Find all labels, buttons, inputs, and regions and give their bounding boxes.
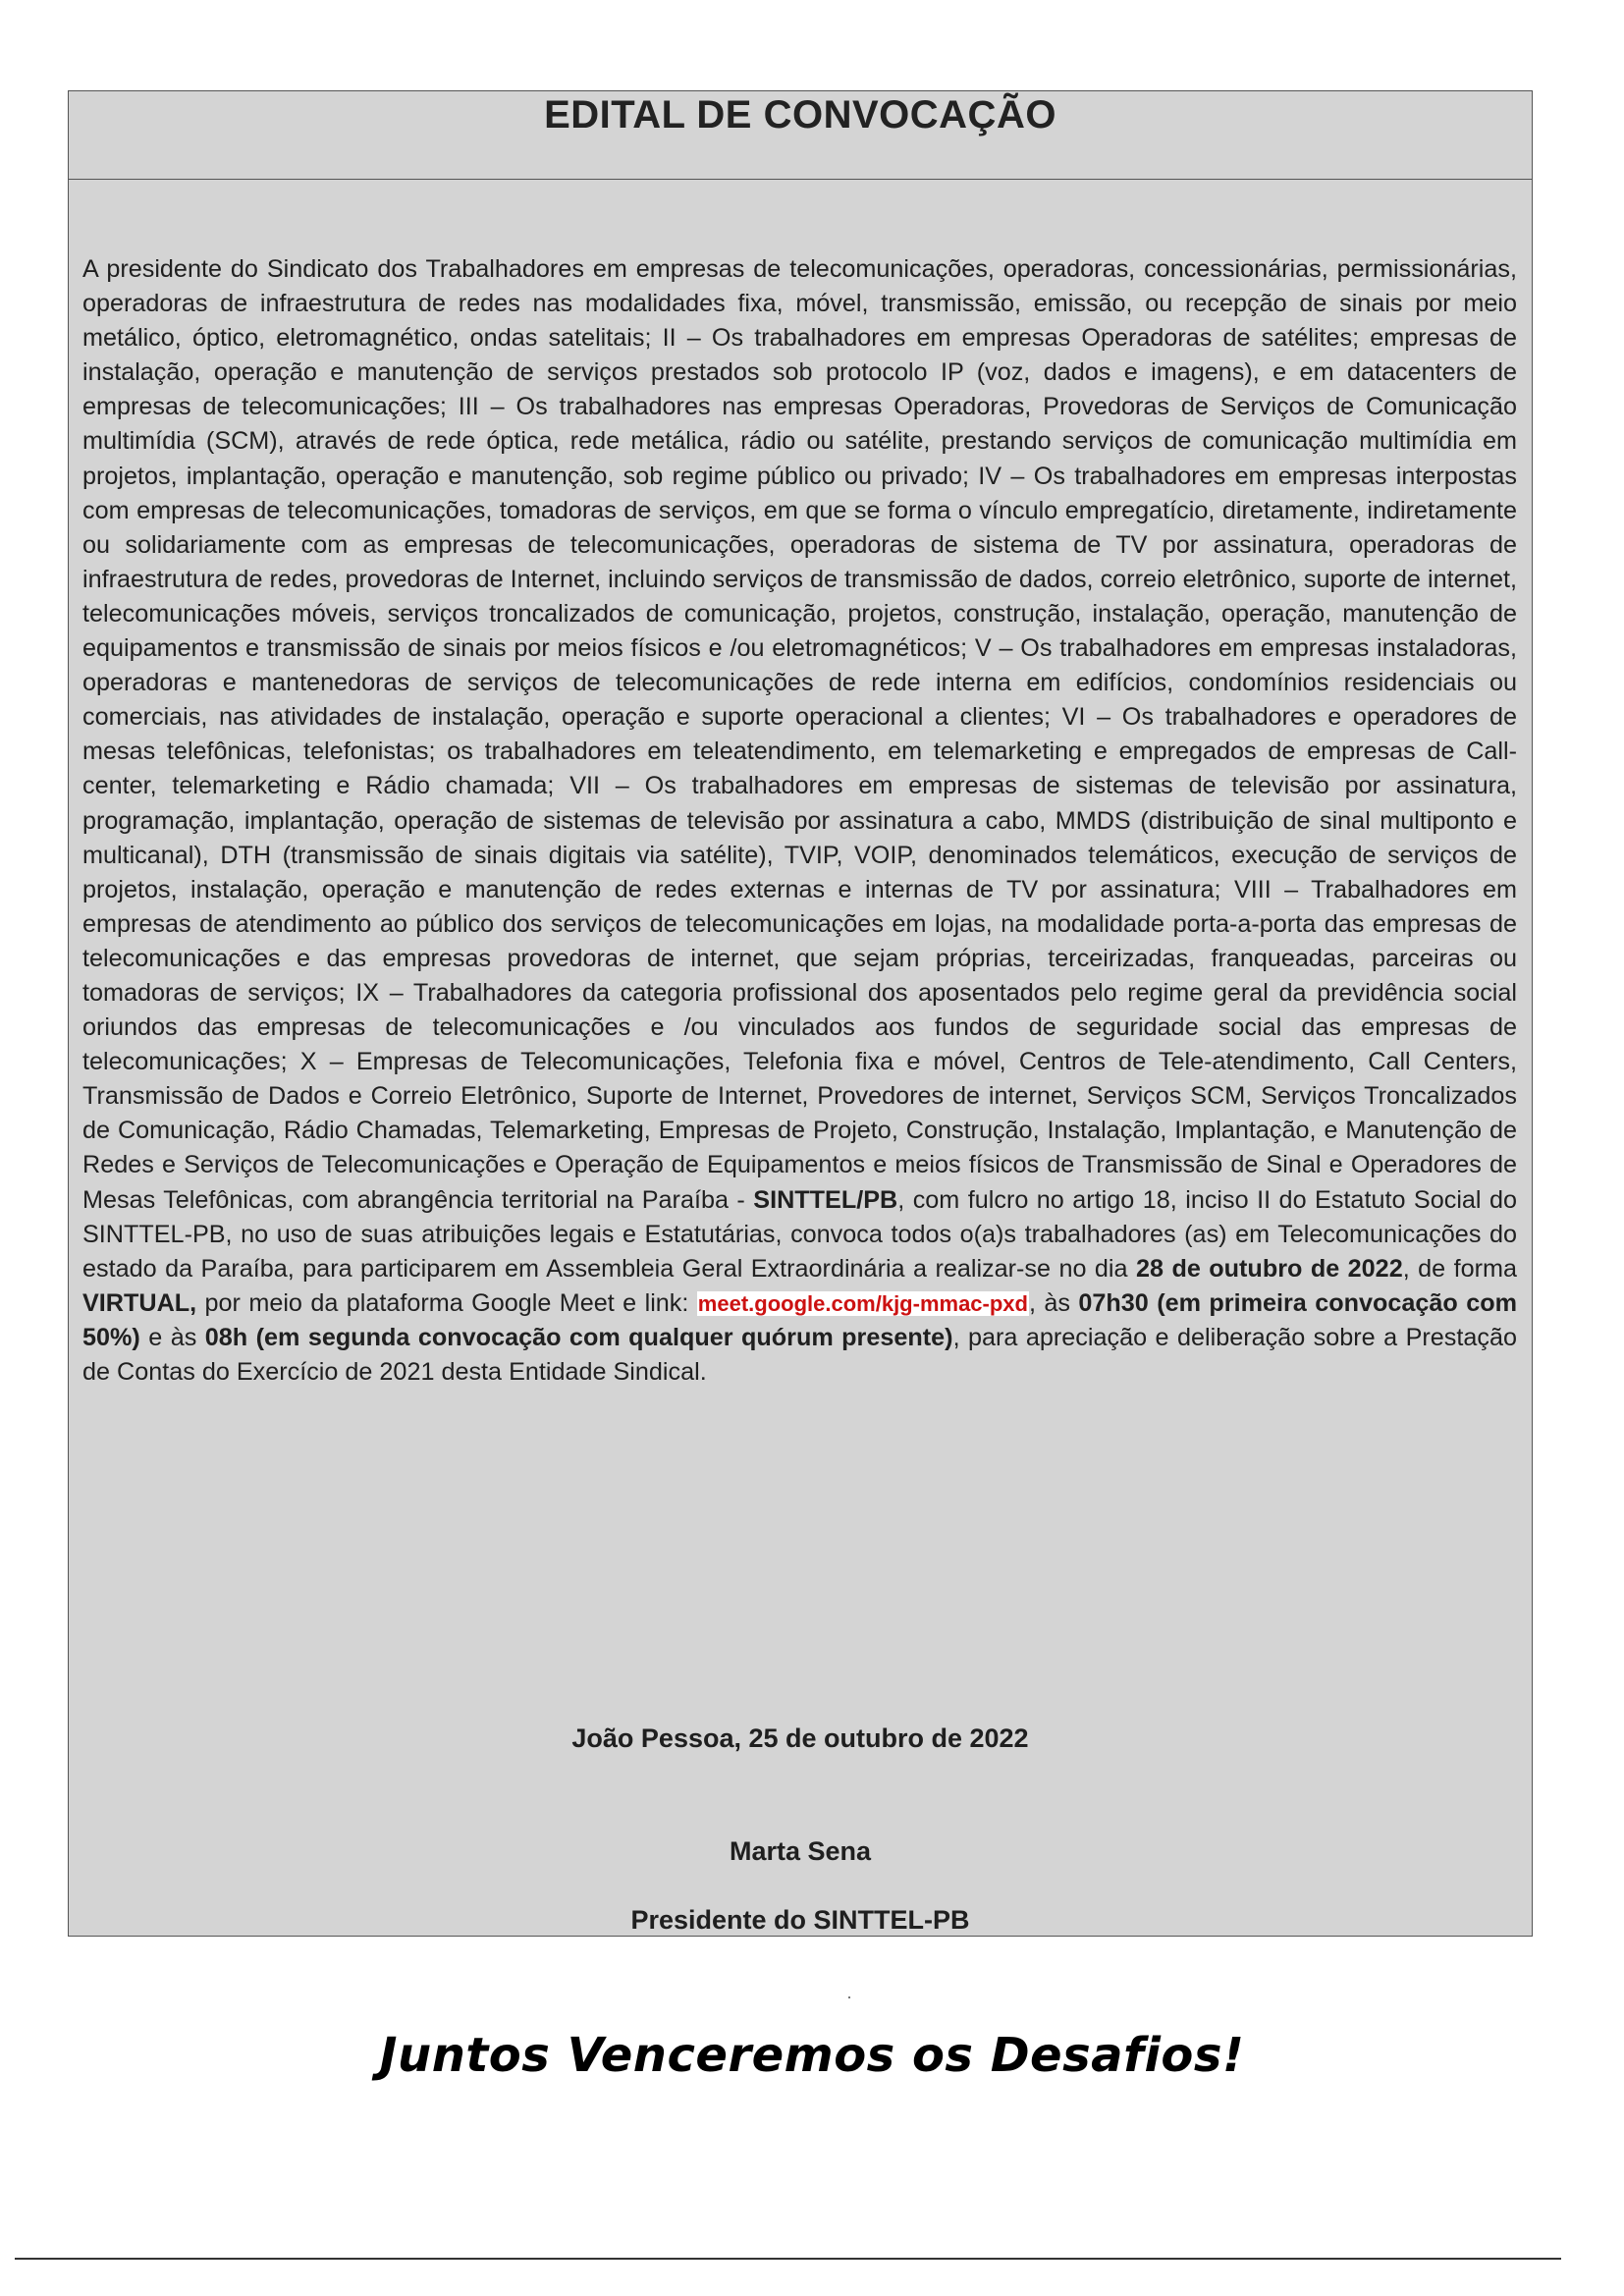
place-date: João Pessoa, 25 de outubro de 2022 (571, 1723, 1029, 1753)
body-intro: A presidente do Sindicato dos Trabalhadores em empresas de telecomunicações, operadoras, concessionárias, permissionárias, operadoras de infraestrutura de redes nas modalidades fixa, móvel, transmissão, emissão, ou recepção de sinais por meio metálico, óptico, eletromagnético, ondas satelitais; II – Os trabalhadores em empresas Operadoras de satélites; empresas de instalação, operação e manutenção de serviços prestados sob protocolo IP (voz, dados e imagens), e em datacenters de empresas de telecomunicações; III – Os trabalhadores nas empresas Operadoras, Provedoras de Serviços de Comunicação multimídia (SCM), através de rede óptica, rede metálica, rádio ou satélite, prestando serviços de comunicação multimídia em projetos, implantação, operação e manutenção, sob regime público ou privado; IV – Os trabalhadores em empresas interpostas com empresas de telecomunicações, tomadoras de serviços, em que se forma o vínculo empregatício, diretamente, indiretamente ou solidariamente com as empresas de telecomunicações, operadoras de sistema de TV por assinatura, operadoras de infraestrutura de redes, provedoras de Internet, incluindo serviços de transmissão de dados, correio eletrônico, suporte de internet, telecomunicações móveis, serviços troncalizados de comunicação, projetos, construção, instalação, operação, manutenção de equipamentos e transmissão de sinais por meios físicos e /ou eletromagnéticos; V – Os trabalhadores em empresas instaladoras, operadoras e mantenedoras de serviços de telecomunicações de rede interna em edifícios, condomínios residenciais ou comerciais, nas atividades de instalação, operação e suporte operacional a clientes; VI – Os trabalhadores e operadores de mesas telefônicas, telefonistas; os trabalhadores em teleatendimento, em telemarketing e empregados de empresas de Call-center, telemarketing e Rádio chamada; VII – Os trabalhadores em empresas de sistemas de televisão por assinatura, programação, implantação, operação de sistemas de televisão por assinatura a cabo, MMDS (distribuição de sinal multiponto e multicanal), DTH (transmissão de sinais digitais via satélite), TVIP, VOIP, denominados telemáticos, execução de serviços de projetos, instalação, operação e manutenção de redes externas e internas de TV por assinatura; VIII – Trabalhadores em empresas de atendimento ao público dos serviços de telecomunicações em lojas, na modalidade porta-a-porta das empresas de telecomunicações e das empresas provedoras de internet, que sejam próprias, terceirizadas, franqueadas, parceiras ou tomadoras de serviços; IX – Trabalhadores da categoria profissional dos aposentados pelo regime geral da previdência social oriundos das empresas de telecomunicações e /ou vinculados aos fundos de seguridade social das empresas de telecomunicações; X – Empresas de Telecomunicações, Telefonia fixa e móvel, Centros de Tele-atendimento, Call Centers, Transmissão de Dados e Correio Eletrônico, Suporte de Internet, Provedores de internet, Serviços SCM, Serviços Troncalizados de Comunicação, Rádio Chamadas, Telemarketing, Empresas de Projeto, Construção, Instalação, Implantação, e Manutenção de Redes e Serviços de Telecomunicações e Operação de Equipamentos e meios físicos de Transmissão de Sinal e Operadores de Mesas Telefônicas, com abrangência territorial na Paraíba - (82, 255, 1517, 1214)
signer-role: Presidente do SINTTEL-PB (630, 1905, 970, 1935)
body-end: , para apreciação e deliberação sobre a Prestação de Contas do Exercício de 2021 desta Entidade Sindical. (82, 1323, 1517, 1386)
meeting-mode: VIRTUAL, (82, 1288, 197, 1317)
body-mid-4: , às (1028, 1288, 1079, 1317)
small-dot (848, 1996, 850, 1998)
body-mid-2: , de forma (1402, 1254, 1517, 1283)
first-call-time: 07h30 (em primeira convocação com 50%) (82, 1288, 1517, 1351)
slogan: Juntos Venceremos os Desafios! (379, 2028, 1245, 2083)
union-acronym: SINTTEL/PB (753, 1185, 898, 1214)
body-mid-5: e às (139, 1323, 205, 1351)
notice-box (68, 90, 1533, 1937)
meeting-date: 28 de outubro de 2022 (1135, 1254, 1403, 1283)
title-row (69, 91, 1532, 180)
notice-body (82, 252, 1517, 1390)
signer-name: Marta Sena (729, 1836, 872, 1866)
meeting-link[interactable]: meet.google.com/kjg-mmac-pxd (697, 1290, 1028, 1316)
notice-title: EDITAL DE CONVOCAÇÃO (544, 93, 1056, 137)
second-call-time: 08h (em segunda convocação com qualquer quórum presente) (204, 1323, 953, 1351)
footer-divider (15, 2258, 1561, 2260)
body-mid-3: por meio da plataforma Google Meet e link: (196, 1288, 697, 1317)
body-mid-1: , com fulcro no artigo 18, inciso II do Estatuto Social do SINTTEL-PB, no uso de suas atribuições legais e Estatutárias, convoca todos o(a)s trabalhadores (as) em Telecomunicações do estado da Paraíba, para participarem em Assembleia Geral Extraordinária a realizar-se no dia (82, 1185, 1518, 1283)
